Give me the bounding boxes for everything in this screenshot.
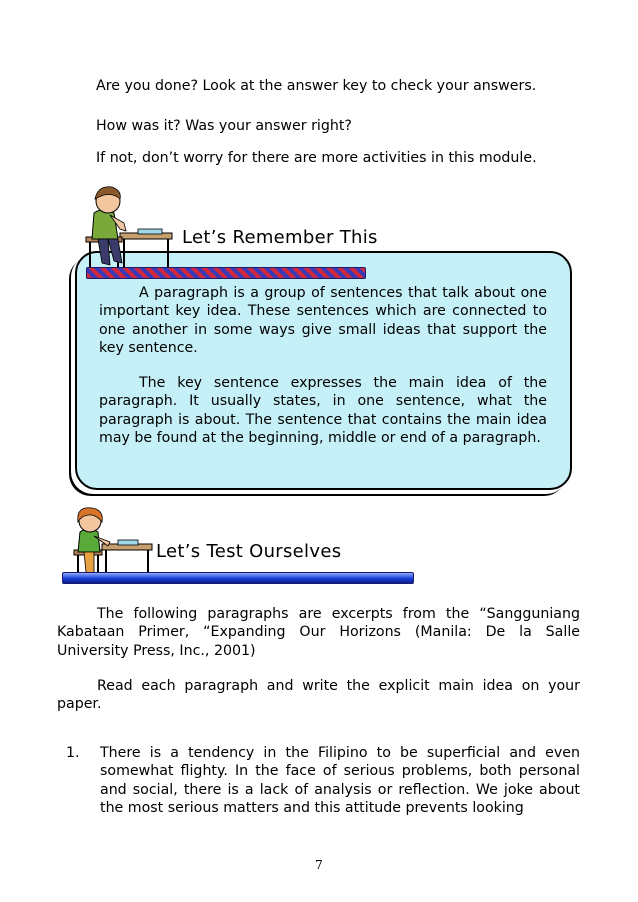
remember-body: [99, 284, 547, 447]
intro-line-3: If not, don’t worry for there are more activities in this module.: [96, 150, 537, 166]
remember-paragraph-2-text: The key sentence expresses the main idea of the paragraph. It usually states, in one sentence, what the paragraph is about. The sentence that contains the main idea may be found at the beginning, middle or end of a paragraph.: [99, 375, 547, 447]
boy-at-desk-illustration: [80, 183, 175, 278]
remember-title-bar: [86, 267, 366, 279]
remember-paragraph-2: [99, 374, 547, 447]
intro-line-2: How was it? Was your answer right?: [96, 118, 352, 134]
test-paragraph-1: [57, 605, 580, 660]
test-title-bar: [62, 572, 414, 584]
list-item: [66, 744, 580, 817]
test-item-list: [66, 744, 580, 817]
remember-title: Let’s Remember This: [182, 227, 378, 248]
test-paragraph-1-text: The following paragraphs are excerpts from the “Sangguniang Kabataan Primer, “Expanding Our Horizons (Manila: De la Salle University Press, Inc., 2001): [57, 606, 580, 659]
page-number: 7: [315, 858, 323, 872]
test-paragraph-2: [57, 677, 580, 714]
intro-line-1: Are you done? Look at the answer key to check your answers.: [96, 78, 537, 94]
test-paragraph-2-text: Read each paragraph and write the explicit main idea on your paper.: [57, 678, 580, 713]
list-item-text: There is a tendency in the Filipino to be superficial and even somewhat flighty. In the face of serious problems, both personal and social, there is a lack of analysis or reflection. We joke about the most serious matters and this attitude prevents looking: [100, 745, 580, 816]
list-item-number: 1.: [66, 745, 80, 761]
test-title: Let’s Test Ourselves: [156, 541, 342, 562]
remember-paragraph-1: [99, 284, 547, 357]
remember-paragraph-1-text: A paragraph is a group of sentences that talk about one important key idea. These sentences which are connected to one another in some ways give small ideas that support the key sentence.: [99, 285, 547, 356]
